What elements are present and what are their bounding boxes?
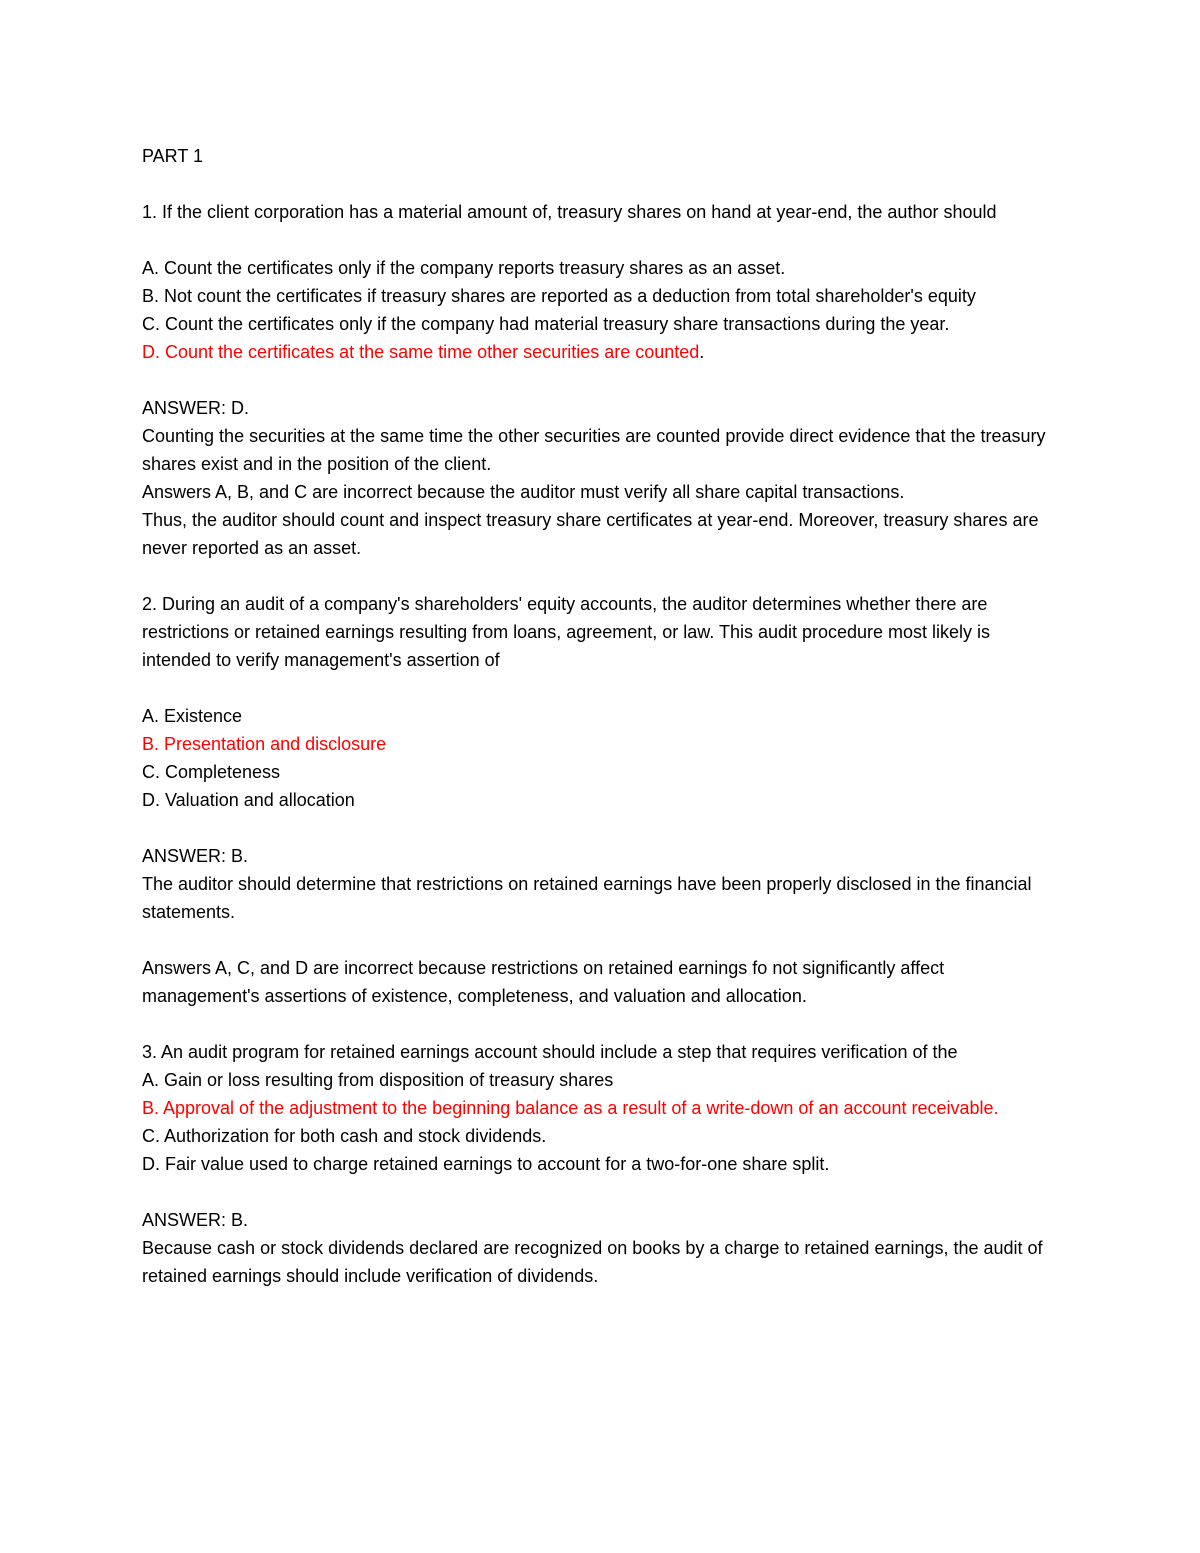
spacer bbox=[142, 1010, 1052, 1038]
spacer bbox=[142, 170, 1052, 198]
q1-option-d-row bbox=[142, 338, 1052, 366]
q1-option-a: A. Count the certificates only if the company reports treasury shares as an asset. bbox=[142, 258, 786, 278]
q3-option-c: C. Authorization for both cash and stock dividends. bbox=[142, 1126, 547, 1146]
q1-explanation-3: Thus, the auditor should count and inspect treasury share certificates at year-end. Moreover, treasury shares are never reported as an asset. bbox=[142, 510, 1039, 558]
q3-explanation-1: Because cash or stock dividends declared are recognized on books by a charge to retained earnings, the audit of retained earnings should include verification of dividends. bbox=[142, 1238, 1043, 1286]
q2-answer: ANSWER: B. bbox=[142, 846, 249, 866]
q3-option-a: A. Gain or loss resulting from disposition of treasury shares bbox=[142, 1070, 614, 1090]
q1-explanation-2: Answers A, B, and C are incorrect because the auditor must verify all share capital transactions. bbox=[142, 482, 905, 502]
question-1: 1. If the client corporation has a material amount of, treasury shares on hand at year-end, the author should bbox=[142, 202, 997, 222]
spacer bbox=[142, 562, 1052, 590]
spacer bbox=[142, 226, 1052, 254]
q2-option-d: D. Valuation and allocation bbox=[142, 790, 355, 810]
q1-option-c: C. Count the certificates only if the company had material treasury share transactions during the year. bbox=[142, 314, 950, 334]
q2-explanation-2: Answers A, C, and D are incorrect because restrictions on retained earnings fo not significantly affect management's assertions of existence, completeness, and valuation and allocation. bbox=[142, 958, 945, 1006]
question-3: 3. An audit program for retained earnings account should include a step that requires verification of the bbox=[142, 1042, 958, 1062]
q1-option-d-correct: D. Count the certificates at the same time other securities are counted bbox=[142, 342, 700, 362]
q2-option-c: C. Completeness bbox=[142, 762, 281, 782]
question-2: 2. During an audit of a company's shareholders' equity accounts, the auditor determines whether there are restrictions or retained earnings resulting from loans, agreement, or law. This audit procedure most likely is intended to verify management's assertion of bbox=[142, 594, 991, 670]
q2-explanation-1: The auditor should determine that restrictions on retained earnings have been properly disclosed in the financial statements. bbox=[142, 874, 1032, 922]
q2-option-a: A. Existence bbox=[142, 706, 243, 726]
q1-answer: ANSWER: D. bbox=[142, 398, 250, 418]
spacer bbox=[142, 926, 1052, 954]
q3-option-d: D. Fair value used to charge retained earnings to account for a two-for-one share split. bbox=[142, 1154, 830, 1174]
spacer bbox=[142, 674, 1052, 702]
q1-explanation-1: Counting the securities at the same time the other securities are counted provide direct evidence that the treasury shares exist and in the position of the client. bbox=[142, 426, 1046, 474]
q1-option-d-period: . bbox=[699, 342, 705, 362]
q2-option-b-correct: B. Presentation and disclosure bbox=[142, 734, 387, 754]
q3-answer: ANSWER: B. bbox=[142, 1210, 249, 1230]
q3-option-b-correct: B. Approval of the adjustment to the beginning balance as a result of a write-down of an account receivable. bbox=[142, 1098, 999, 1118]
spacer bbox=[142, 814, 1052, 842]
document-page bbox=[142, 142, 1052, 1290]
q1-option-b: B. Not count the certificates if treasury shares are reported as a deduction from total shareholder's equity bbox=[142, 286, 976, 306]
spacer bbox=[142, 1178, 1052, 1206]
part-heading: PART 1 bbox=[142, 146, 204, 166]
spacer bbox=[142, 366, 1052, 394]
